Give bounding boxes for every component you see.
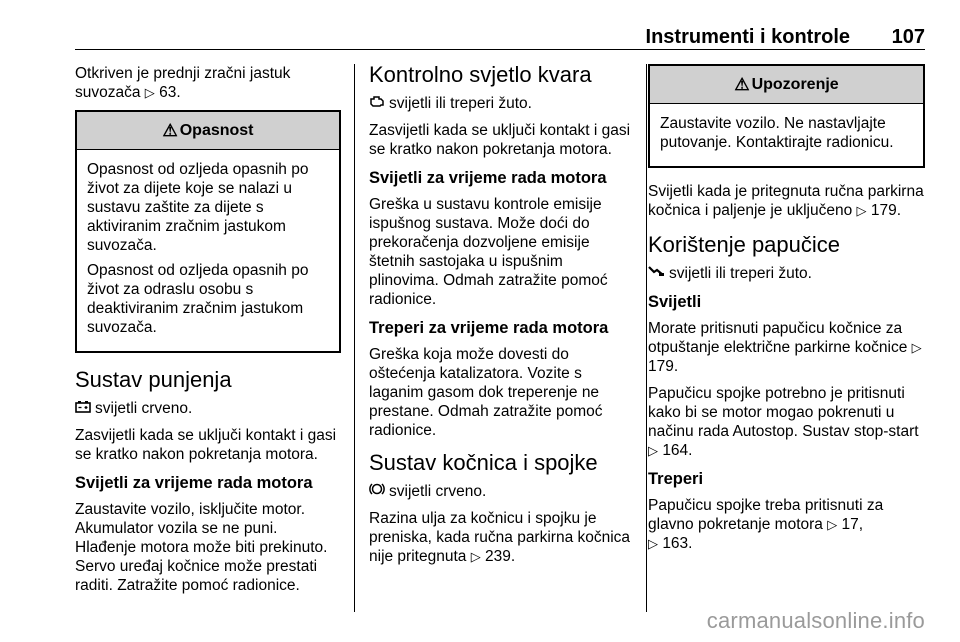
pedal-lamp-line: svijetli ili treperi žuto. — [648, 264, 925, 283]
pedal-icon — [648, 264, 665, 283]
warning-triangle-icon: ⚠ — [162, 120, 178, 140]
page-ref-arrow-icon: ▷ — [470, 549, 481, 564]
page-ref-arrow-icon: ▷ — [648, 443, 658, 458]
column-2 — [369, 64, 632, 566]
column-3 — [648, 64, 925, 553]
subsection-title-lit: Svijetli — [648, 293, 702, 311]
battery-icon — [75, 399, 91, 418]
charging-sub-paragraph: Zaustavite vozilo, isključite motor. Akumulator vozila se ne puni. Hlađenje motora može biti prekinuto. Servo uređaj kočnice može prestati raditi. Zatražite pomoć radionice. — [75, 501, 328, 594]
page-ref[interactable]: 163. — [662, 535, 693, 552]
column-1 — [75, 64, 341, 595]
malfunction-flash-paragraph: Greška koja može dovesti do oštećenja katalizatora. Vozite s laganim gasom dok treperenje ne prestane. Odmah zatražite pomoć radionice. — [369, 346, 603, 439]
warning-triangle-icon: ⚠ — [734, 74, 750, 94]
subsection-title-lit-running: Svijetli za vrijeme rada motora — [75, 474, 313, 492]
danger-paragraph-1: Opasnost od ozljeda opasnih po život za dijete koje se nalazi u sustavu zaštite za dijete s aktiviranim zračnim jastukom suvozača. — [87, 161, 309, 254]
column-divider-1 — [354, 64, 355, 612]
page-ref-arrow-icon: ▷ — [648, 536, 658, 551]
page-ref-arrow-icon: ▷ — [144, 85, 155, 100]
malfunction-lamp-line: svijetli ili treperi žuto. — [369, 94, 632, 113]
malfunction-lit-paragraph: Greška u sustavu kontrole emisije ispušnog sustava. Može doći do prekoračenja dozvoljene emisije štetnih sastojaka u ispušnim plinovima. Odmah zatražite pomoć radionice. — [369, 196, 608, 308]
subsection-title-lit-running-2: Svijetli za vrijeme rada motora — [369, 169, 607, 187]
malfunction-paragraph: Zasvijetli kada se uključi kontakt i gasi se kratko nakon pokretanja motora. — [369, 122, 631, 158]
warning-box — [648, 64, 925, 168]
pedal-flash-paragraph: Papučicu spojke treba pritisnuti za glavno pokretanje motora ▷ 17, ▷ 163. — [648, 497, 884, 552]
page-ref[interactable]: 179. — [870, 202, 902, 219]
page-ref-arrow-icon: ▷ — [856, 203, 867, 218]
pedal-lit-paragraph-1: Morate pritisnuti papučicu kočnice za otpuštanje električne parkirne kočnice ▷ 179. — [648, 320, 922, 375]
page-header — [75, 26, 925, 50]
brake-lamp-line: svijetli crveno. — [369, 482, 632, 501]
page-ref[interactable]: 179. — [648, 358, 679, 375]
page-ref-arrow-icon: ▷ — [827, 517, 838, 532]
section-title-charging: Sustav punjenja — [75, 367, 232, 392]
section-title-pedal: Korištenje papučice — [648, 232, 841, 257]
page-ref-arrow-icon: ▷ — [911, 340, 922, 355]
warning-box-body — [650, 104, 923, 166]
page-ref[interactable]: 164. — [662, 442, 693, 459]
page-ref[interactable]: 63. — [159, 84, 181, 101]
subsection-title-flashing: Treperi za vrijeme rada motora — [369, 319, 609, 337]
danger-paragraph-2: Opasnost od ozljeda opasnih po život za odraslu osobu s deaktiviranim zračnim jastukom suvozača. — [87, 262, 309, 336]
section-title-malfunction: Kontrolno svjetlo kvara — [369, 62, 592, 87]
page-number: 107 — [891, 26, 925, 48]
subsection-title-flash: Treperi — [648, 470, 704, 488]
engine-icon — [369, 94, 385, 113]
section-title-brake-clutch: Sustav kočnica i spojke — [369, 450, 598, 475]
charging-lamp-line: svijetli crveno. — [75, 399, 341, 418]
danger-box-header: ⚠ Opasnost — [77, 112, 339, 150]
brake-paragraph: Razina ulja za kočnicu i spojku je preniska, kada ručna parkirna kočnica nije pritegnuta ▷ 239. — [369, 510, 631, 565]
danger-box-body — [77, 150, 339, 351]
warning-box-header: ⚠ Upozorenje — [650, 66, 923, 104]
intro-paragraph: Otkriven je prednji zračni jastuk suvozača ▷ 63. — [75, 65, 291, 101]
parking-brake-paragraph: Svijetli kada je pritegnuta ručna parkirna kočnica i paljenje je uključeno ▷ 179. — [648, 183, 924, 219]
brake-warning-icon — [369, 482, 385, 501]
danger-box — [75, 110, 341, 353]
page-ref[interactable]: 239. — [485, 548, 516, 565]
column-divider-2 — [646, 64, 647, 612]
charging-paragraph: Zasvijetli kada se uključi kontakt i gasi se kratko nakon pokretanja motora. — [75, 427, 337, 463]
page-ref[interactable]: 17, — [841, 516, 864, 533]
pedal-lit-paragraph-2: Papučicu spojke potrebno je pritisnuti kako bi se motor mogao pokrenuti u načinu rada Autostop. Sustav stop-start ▷ 164. — [648, 385, 919, 459]
warning-paragraph: Zaustavite vozilo. Ne nastavljajte putovanje. Kontaktirajte radionicu. — [660, 115, 894, 151]
watermark: carmanualsonline.info — [706, 608, 925, 633]
header-title: Instrumenti i kontrole — [645, 26, 850, 48]
